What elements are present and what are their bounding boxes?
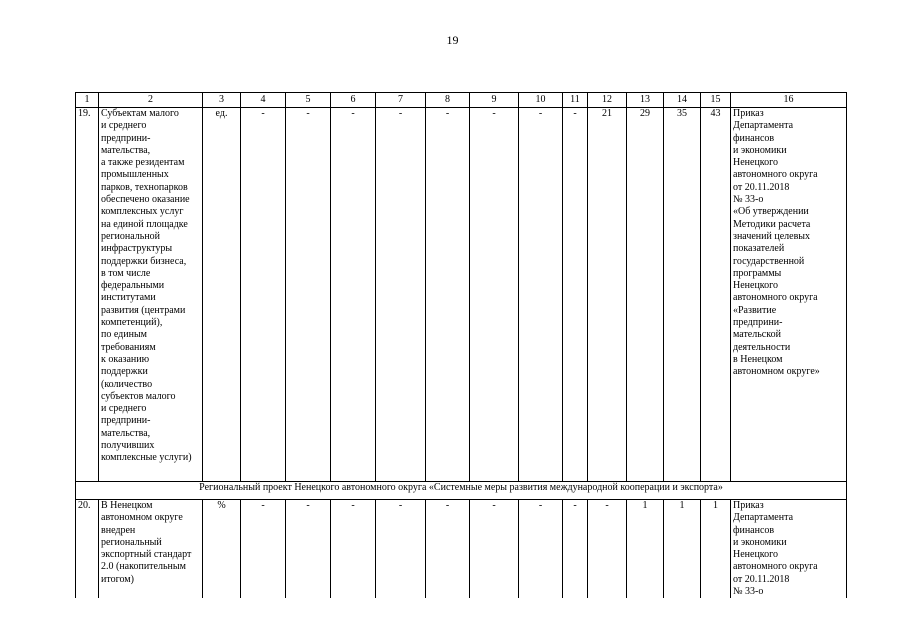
source-line: государственной — [733, 255, 805, 267]
source-line: деятельности — [733, 341, 791, 353]
description-line: и среднего — [101, 403, 147, 415]
source-line: автономном округе» — [733, 366, 820, 378]
source-line: значений целевых — [733, 230, 811, 242]
source-line: Методики расчета — [733, 218, 811, 230]
header-cell: 9 — [470, 93, 519, 108]
description-line: обеспечено оказание — [101, 194, 190, 206]
header-cell: 3 — [203, 93, 241, 108]
table-row — [76, 108, 847, 482]
value-cell: - — [519, 108, 563, 482]
description-line: 2.0 (накопительным — [101, 561, 186, 573]
description-line: требованиям — [101, 341, 156, 353]
description-line: поддержки бизнеса, — [101, 255, 187, 267]
table-row — [76, 500, 847, 599]
description-line: получивших — [101, 440, 155, 452]
source-line: от 20.11.2018 — [733, 573, 790, 585]
description-line: а также резидентам — [101, 157, 185, 169]
source-line: автономного округа — [733, 169, 818, 181]
description-line: и среднего — [101, 120, 147, 132]
description-line: В Ненецком — [101, 500, 153, 511]
section-row — [76, 482, 847, 500]
header-cell: 14 — [664, 93, 701, 108]
source-line: мательской — [733, 329, 781, 341]
value-cell: - — [588, 500, 627, 599]
source-line: Ненецкого — [733, 549, 779, 561]
description-line: парков, технопарков — [101, 181, 188, 193]
value-cell: - — [470, 108, 519, 482]
header-cell: 4 — [241, 93, 286, 108]
source-line: автономного округа — [733, 561, 818, 573]
value-cell: - — [286, 500, 331, 599]
source-line: в Ненецком — [733, 353, 783, 365]
unit-cell: % — [203, 500, 241, 599]
description-line: региональной — [101, 230, 161, 242]
value-cell: - — [331, 500, 376, 599]
source-line: Ненецкого — [733, 280, 779, 292]
description-line: по единым — [101, 329, 147, 341]
description-line: компетенций), — [101, 317, 163, 329]
value-cell: - — [241, 108, 286, 482]
description-line: на единой площадке — [101, 218, 188, 230]
header-cell: 10 — [519, 93, 563, 108]
source-line: Приказ — [733, 500, 764, 511]
description-line: поддержки — [101, 366, 148, 378]
description-line: (количество — [101, 378, 153, 390]
header-cell: 1 — [76, 93, 99, 108]
source-line: № 33-о — [733, 586, 764, 598]
value-cell: 35 — [664, 108, 701, 482]
source-line: показателей — [733, 243, 785, 255]
row-number: 20. — [76, 500, 99, 599]
value-cell: 1 — [664, 500, 701, 599]
unit-cell: ед. — [203, 108, 241, 482]
value-cell: - — [563, 500, 588, 599]
description-line: комплексных услуг — [101, 206, 184, 218]
header-cell: 15 — [701, 93, 731, 108]
header-cell: 8 — [426, 93, 470, 108]
source-line: Ненецкого — [733, 157, 779, 169]
header-row — [76, 93, 847, 108]
value-cell: - — [241, 500, 286, 599]
description-line: развития (центрами — [101, 304, 186, 316]
source-line: от 20.11.2018 — [733, 181, 790, 193]
source-line: Департамента — [733, 512, 794, 524]
page-number: 19 — [446, 33, 459, 47]
description-line: к оказанию — [101, 353, 150, 365]
source-line: финансов — [733, 524, 775, 536]
source-line: автономного округа — [733, 292, 818, 304]
row-number: 19. — [76, 108, 99, 482]
section-title: Региональный проект Ненецкого автономного округа «Системные меры развития международной кооперации и экспорта» — [76, 482, 847, 500]
description-line: инфраструктуры — [101, 243, 173, 255]
header-cell: 7 — [376, 93, 426, 108]
source-line: «Об утверждении — [733, 206, 809, 218]
description-line: субъектов малого — [101, 390, 176, 402]
description-line: федеральными — [101, 280, 165, 292]
header-cell: 6 — [331, 93, 376, 108]
indicator-description — [99, 108, 203, 482]
source-line: № 33-о — [733, 194, 764, 206]
value-cell: - — [519, 500, 563, 599]
value-cell: 29 — [627, 108, 664, 482]
description-line: комплексные услуги) — [101, 452, 192, 464]
source-line: и экономики — [733, 536, 787, 548]
description-line: экспортный стандарт — [101, 549, 192, 561]
description-line: итогом) — [101, 573, 134, 585]
value-cell: 21 — [588, 108, 627, 482]
value-cell: 1 — [701, 500, 731, 599]
description-line: предприни- — [101, 415, 151, 427]
source-line: предприни- — [733, 317, 783, 329]
source-line: финансов — [733, 132, 775, 144]
value-cell: - — [426, 108, 470, 482]
source-document — [731, 108, 847, 482]
description-line: автономном округе — [101, 512, 183, 524]
value-cell: 1 — [627, 500, 664, 599]
value-cell: - — [470, 500, 519, 599]
value-cell: 43 — [701, 108, 731, 482]
value-cell: - — [376, 500, 426, 599]
header-cell: 12 — [588, 93, 627, 108]
description-line: региональный — [101, 536, 162, 548]
description-line: мательства, — [101, 144, 151, 156]
source-document — [731, 500, 847, 599]
indicators-table — [75, 92, 847, 598]
value-cell: - — [331, 108, 376, 482]
description-line: институтами — [101, 292, 156, 304]
header-cell: 13 — [627, 93, 664, 108]
header-cell: 2 — [99, 93, 203, 108]
source-line: программы — [733, 267, 782, 279]
source-line: и экономики — [733, 144, 787, 156]
description-line: внедрен — [101, 524, 136, 536]
description-line: предприни- — [101, 132, 151, 144]
indicator-description — [99, 500, 203, 599]
header-cell: 5 — [286, 93, 331, 108]
header-cell: 16 — [731, 93, 847, 108]
source-line: Приказ — [733, 108, 764, 119]
description-line: Субъектам малого — [101, 108, 179, 119]
description-line: в том числе — [101, 267, 151, 279]
value-cell: - — [426, 500, 470, 599]
header-cell: 11 — [563, 93, 588, 108]
value-cell: - — [563, 108, 588, 482]
source-line: «Развитие — [733, 304, 777, 316]
description-line: промышленных — [101, 169, 169, 181]
value-cell: - — [376, 108, 426, 482]
description-line: мательства, — [101, 427, 151, 439]
source-line: Департамента — [733, 120, 794, 132]
value-cell: - — [286, 108, 331, 482]
